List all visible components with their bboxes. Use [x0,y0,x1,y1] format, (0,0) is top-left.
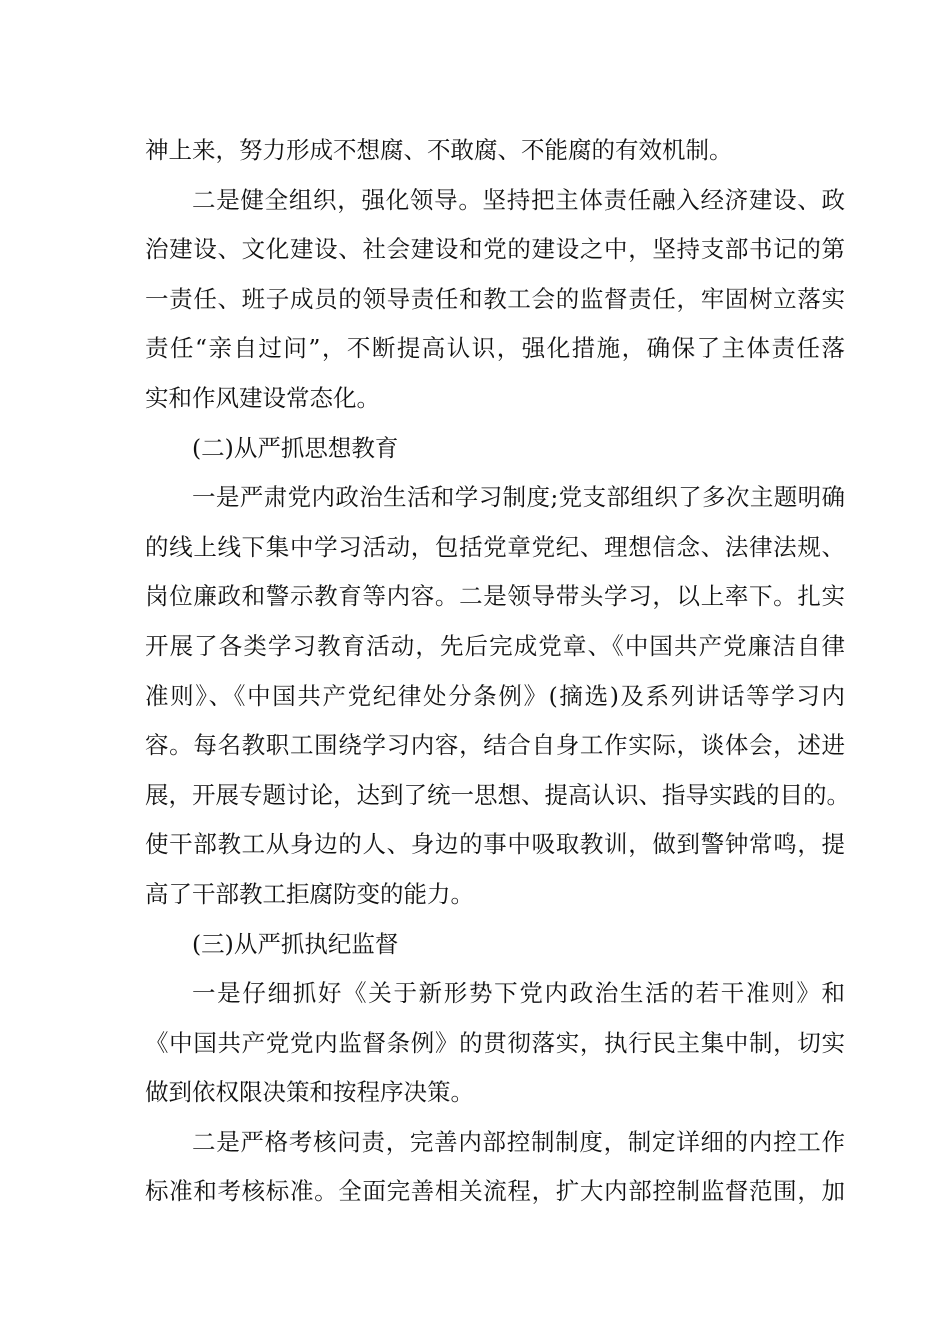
text-line: 实和作风建设常态化。 [145,383,380,412]
text-line: 展，开展专题讨论，达到了统一思想、提高认识、指导实践的目的。 [145,780,850,809]
text-line: 神上来，努力形成不想腐、不敢腐、不能腐的有效机制。 [145,136,733,164]
paragraph-start-line: 二是严格考核问责，完善内部控制制度，制定详细的内控工作 [192,1127,845,1156]
paragraph-start-line: 一是严肃党内政治生活和学习制度;党支部组织了多次主题明确 [192,483,845,512]
paragraph-start-line: 二是健全组织，强化领导。坚持把主体责任融入经济建设、政 [192,185,845,214]
paragraph-start-line: 一是仔细抓好《关于新形势下党内政治生活的若干准则》和 [192,979,845,1008]
text-line: 标准和考核标准。全面完善相关流程，扩大内部控制监督范围，加 [145,1177,845,1206]
text-line: 做到依权限决策和按程序决策。 [145,1078,474,1107]
text-line: 责任“亲自过问”，不断提高认识，强化措施，确保了主体责任落 [145,334,845,363]
text-line: 岗位廉政和警示教育等内容。二是领导带头学习，以上率下。扎实 [145,582,845,611]
text-line: 使干部教工从身边的人、身边的事中吸取教训，做到警钟常鸣，提 [145,830,845,859]
text-line: 治建设、文化建设、社会建设和党的建设之中，坚持支部书记的第 [145,235,845,264]
text-line: 高了干部教工拒腐防变的能力。 [145,879,474,908]
text-line: 《中国共产党党内监督条例》的贯彻落实，执行民主集中制，切实 [145,1028,845,1057]
section-heading: (二)从严抓思想教育 [192,433,399,462]
text-line: 的线上线下集中学习活动，包括党章党纪、理想信念、法律法规、 [145,532,845,561]
text-line: 一责任、班子成员的领导责任和教工会的监督责任，牢固树立落实 [145,284,845,313]
text-line: 开展了各类学习教育活动，先后完成党章、《中国共产党廉洁自律 [145,631,845,660]
section-heading: (三)从严抓执纪监督 [192,929,399,958]
body-text [145,126,850,1217]
text-line: 容。每名教职工围绕学习内容，结合自身工作实际，谈体会，述进 [145,731,845,760]
text-line: 准则》、《中国共产党纪律处分条例》(摘选)及系列讲话等学习内 [145,681,845,710]
